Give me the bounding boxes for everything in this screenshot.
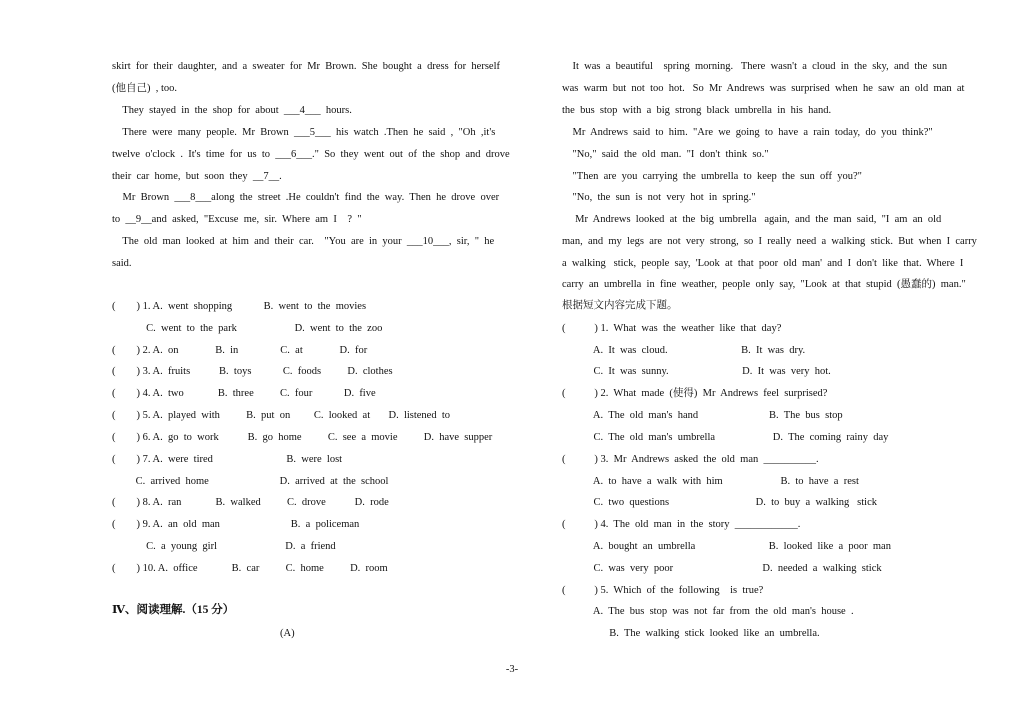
reading-question-line: C. was very poor D. needed a walking stick [562, 563, 882, 574]
reading-passage-line: Mr Andrews looked at the big umbrella again, and the man said, "I am an old [562, 214, 942, 225]
cloze-question-line: ( ) 3. A. fruits B. toys C. foods D. clothes [112, 366, 393, 377]
cloze-passage-line: Mr Brown ___8___along the street .He couldn't find the way. Then he drove over [112, 192, 500, 203]
reading-question-line: ( ) 1. What was the weather like that day? [562, 323, 782, 334]
cloze-passage-line: They stayed in the shop for about ___4___ hours. [112, 105, 352, 116]
section-heading: Ⅳ、阅读理解.（15 分） [112, 604, 235, 616]
cloze-passage-line: skirt for their daughter, and a sweater for Mr Brown. She bought a dress for herself [112, 61, 500, 72]
reading-question-line: A. bought an umbrella B. looked like a poor man [562, 541, 891, 552]
cloze-question-line: ( ) 5. A. played with B. put on C. looked at D. listened to [112, 410, 451, 421]
cloze-question-line: ( ) 8. A. ran B. walked C. drove D. rode [112, 497, 389, 508]
reading-passage-line: was warm but not too hot. So Mr Andrews was surprised when he saw an old man at [562, 83, 965, 94]
reading-question-line: B. The walking stick looked like an umbrella. [562, 628, 820, 639]
cloze-passage-line: The old man looked at him and their car. "You are in your ___10___, sir, " he [112, 236, 495, 247]
reading-passage-line: It was a beautiful spring morning. There wasn't a cloud in the sky, and the sun [562, 61, 948, 72]
reading-passage-line: "No," said the old man. "I don't think so." [562, 149, 769, 160]
reading-question-line: A. It was cloud. B. It was dry. [562, 345, 806, 356]
cloze-question-line: C. arrived home D. arrived at the school [112, 476, 389, 487]
cloze-question-line: ( ) 7. A. were tired B. were lost [112, 454, 343, 465]
cloze-passage-line: twelve o'clock . It's time for us to ___6___." So they went out of the shop and drove [112, 149, 510, 160]
cloze-question-line: ( ) 10. A. office B. car C. home D. room [112, 563, 388, 574]
cloze-question-line: ( ) 9. A. an old man B. a policeman [112, 519, 360, 530]
reading-question-line: A. The bus stop was not far from the old man's house . [562, 606, 854, 617]
reading-question-line: ( ) 3. Mr Andrews asked the old man __________. [562, 454, 819, 465]
cloze-question-line: ( ) 2. A. on B. in C. at D. for [112, 345, 368, 356]
reading-question-line: A. The old man's hand B. The bus stop [562, 410, 843, 421]
reading-passage-line: carry an umbrella in fine weather, people only say, "Look at that stupid (愚蠢的) man." [562, 279, 966, 290]
passage-label: (A) [280, 628, 295, 639]
cloze-passage-line: said. [112, 258, 132, 269]
reading-question-line: ( ) 5. Which of the following is true? [562, 585, 764, 596]
reading-passage-line: "Then are you carrying the umbrella to keep the sun off you?" [562, 171, 862, 182]
reading-passage-line: "No, the sun is not very hot in spring." [562, 192, 756, 203]
page-number: -3- [505, 664, 519, 675]
cloze-passage-line: There were many people. Mr Brown ___5___ his watch .Then he said , "Oh ,it's [112, 127, 496, 138]
reading-question-line: C. It was sunny. D. It was very hot. [562, 366, 831, 377]
cloze-question-line: C. went to the park D. went to the zoo [112, 323, 383, 334]
reading-passage-line: man, and my legs are not very strong, so I really need a walking stick. But when I carry [562, 236, 977, 247]
cloze-question-line: ( ) 4. A. two B. three C. four D. five [112, 388, 376, 399]
reading-passage-line: the bus stop with a big strong black umbrella in his hand. [562, 105, 832, 116]
reading-question-line: ( ) 4. The old man in the story ____________. [562, 519, 801, 530]
reading-instruction: 根据短文内容完成下题。 [562, 300, 678, 311]
cloze-question-line: ( ) 1. A. went shopping B. went to the movies [112, 301, 367, 312]
reading-question-line: C. two questions D. to buy a walking stick [562, 497, 877, 508]
reading-passage-line: a walking stick, people say, 'Look at that poor old man' and I don't like that. Where I [562, 258, 964, 269]
reading-question-line: ( ) 2. What made (使得) Mr Andrews feel surprised? [562, 388, 828, 399]
cloze-passage-line: (他自己) , too. [112, 83, 178, 94]
cloze-question-line: C. a young girl D. a friend [112, 541, 336, 552]
cloze-question-line: ( ) 6. A. go to work B. go home C. see a movie D. have supper [112, 432, 493, 443]
reading-passage-line: Mr Andrews said to him. "Are we going to have a rain today, do you think?" [562, 127, 933, 138]
reading-question-line: C. The old man's umbrella D. The coming rainy day [562, 432, 889, 443]
cloze-passage-line: their car home, but soon they __7__. [112, 171, 282, 182]
reading-question-line: A. to have a walk with him B. to have a rest [562, 476, 859, 487]
cloze-passage-line: to __9__and asked, "Excuse me, sir. Where am I ? " [112, 214, 362, 225]
